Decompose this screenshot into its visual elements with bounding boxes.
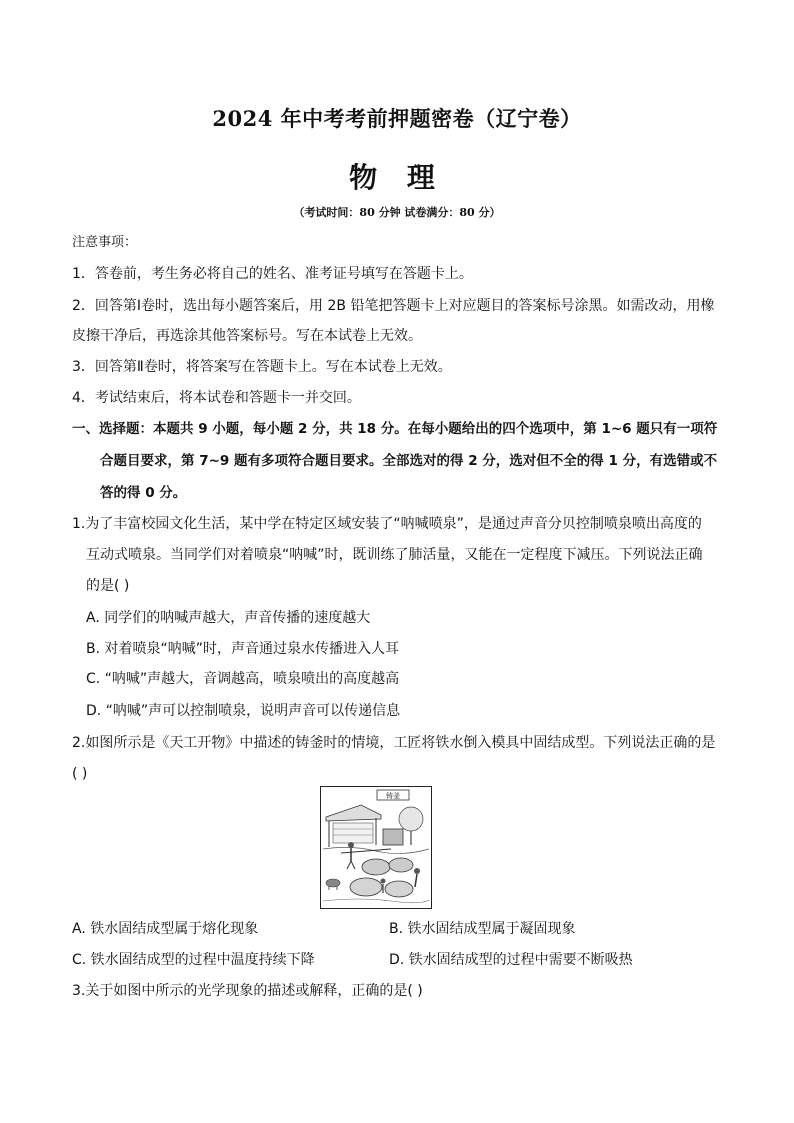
- exam-info: （考试时间：80 分钟 试卷满分：80 分）: [293, 206, 501, 219]
- section-1-instructions-line-1: 一、选择题：本题共 9 小题，每小题 2 分，共 18 分。在每小题给出的四个选项中，第 1~6 题只有一项符: [72, 421, 718, 437]
- notes-heading: 注意事项：: [72, 235, 138, 250]
- subject-title: 物 理: [349, 161, 445, 194]
- note-item-3: 3．回答第Ⅱ卷时，将答案写在答题卡上。写在本试卷上无效。: [72, 359, 452, 375]
- question-2-line-1: 2.如图所示是《天工开物》中描述的铸釜时的情境，工匠将铁水倒入模具中固结成型。下列说法正确的是: [72, 735, 716, 751]
- page-title: 2024 年中考考前押题密卷（辽宁卷）: [212, 106, 582, 131]
- question-2-line-2: ( ): [72, 766, 88, 782]
- question-1-line-1: 1.为了丰富校园文化生活，某中学在特定区域安装了“呐喊喷泉”，是通过声音分贝控制喷泉喷出高度的: [72, 516, 702, 532]
- note-item-4: 4．考试结束后，将本试卷和答题卡一并交回。: [72, 390, 361, 406]
- note-item-1: 1．答卷前，考生务必将自己的姓名、准考证号填写在答题卡上。: [72, 266, 473, 282]
- casting-scene-image: [321, 787, 431, 907]
- question-1-option-a: A. 同学们的呐喊声越大，声音传播的速度越大: [86, 610, 371, 626]
- section-1-instructions-line-3: 答的得 0 分。: [100, 485, 187, 501]
- question-1-line-2: 互动式喷泉。当同学们对着喷泉“呐喊”时，既训练了肺活量，又能在一定程度下减压。下列说法正确: [86, 547, 703, 563]
- question-2-option-d: D. 铁水固结成型的过程中需要不断吸热: [389, 952, 633, 968]
- note-item-2-line-2: 皮擦干净后，再选涂其他答案标号。写在本试卷上无效。: [72, 328, 422, 344]
- note-item-2-line-1: 2．回答第Ⅰ卷时，选出每小题答案后，用 2B 铅笔把答题卡上对应题目的答案标号涂黑。如需改动，用橡: [72, 298, 715, 314]
- question-2-option-b: B. 铁水固结成型属于凝固现象: [389, 921, 576, 937]
- casting-illustration: [320, 786, 432, 909]
- question-2-option-a: A. 铁水固结成型属于熔化现象: [72, 921, 259, 937]
- question-1-option-d: D. “呐喊”声可以控制喷泉，说明声音可以传递信息: [86, 703, 401, 719]
- question-1-line-3: 的是( ): [86, 578, 130, 594]
- question-2-option-c: C. 铁水固结成型的过程中温度持续下降: [72, 952, 315, 968]
- figure-caption: 铸釜: [386, 792, 400, 800]
- question-1-option-b: B. 对着喷泉“呐喊”时，声音通过泉水传播进入人耳: [86, 641, 400, 657]
- section-1-instructions-line-2: 合题目要求，第 7~9 题有多项符合题目要求。全部选对的得 2 分，选对但不全的得 1 分，有选错或不: [100, 453, 718, 469]
- question-3-line-1: 3.关于如图中所示的光学现象的描述或解释，正确的是( ): [72, 983, 423, 999]
- question-1-option-c: C. “呐喊”声越大，音调越高，喷泉喷出的高度越高: [86, 671, 400, 687]
